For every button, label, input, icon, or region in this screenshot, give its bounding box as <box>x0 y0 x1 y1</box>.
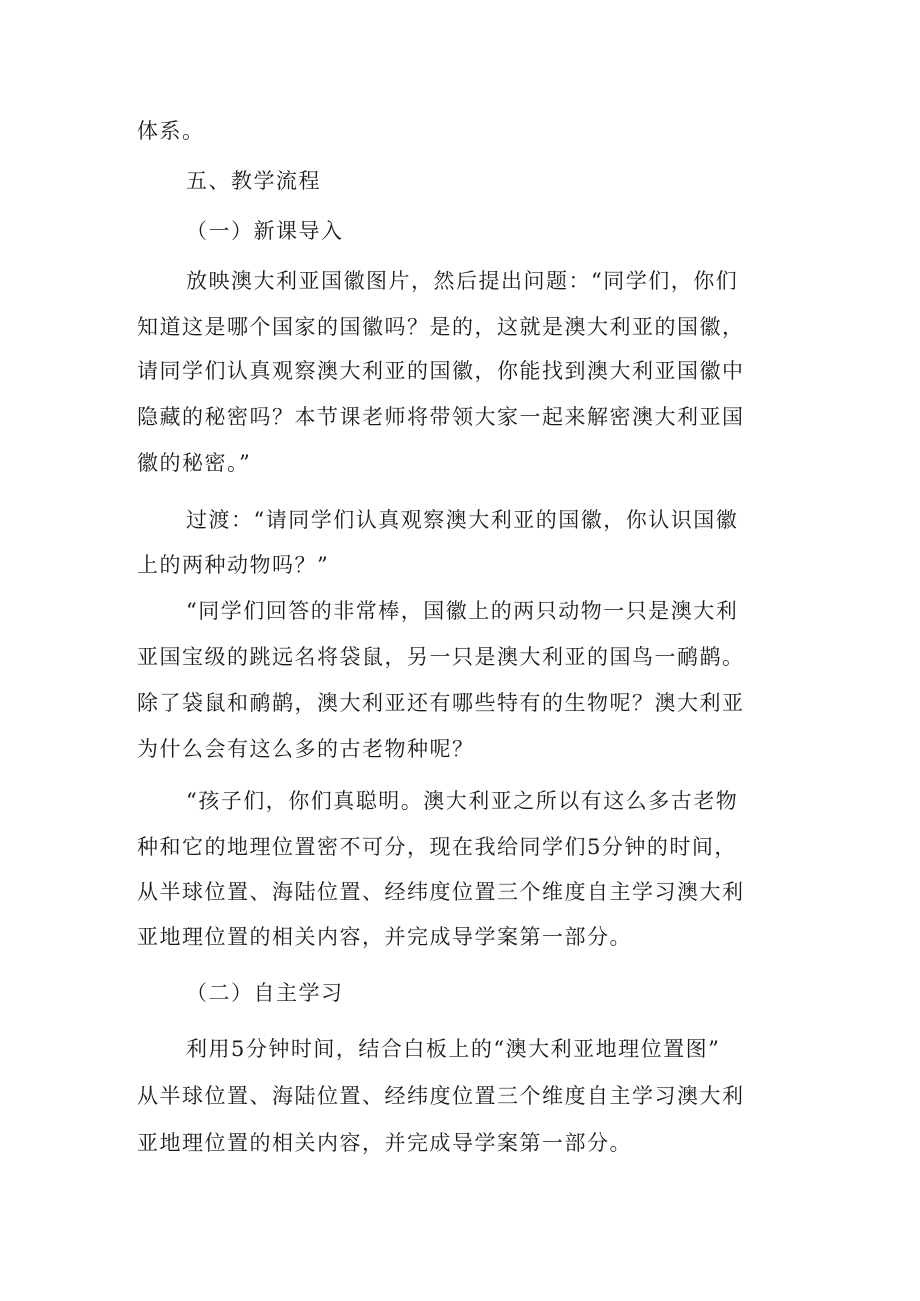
text-line: 亚地理位置的相关内容，并完成导学案第一部分。 <box>137 925 632 949</box>
text-line: 上的两种动物吗？” <box>137 553 330 577</box>
text-line: 从半球位置、海陆位置、经纬度位置三个维度自主学习澳大利 <box>137 880 745 904</box>
text-line: 为什么会有这么多的古老物种呢？ <box>137 737 475 761</box>
text-line: 亚地理位置的相关内容，并完成导学案第一部分。 <box>137 1131 632 1155</box>
section-heading: 五、教学流程 <box>186 169 321 193</box>
text-line: 亚国宝级的跳远名将袋鼠，另一只是澳大利亚的国鸟一鸸鹋。 <box>137 645 745 669</box>
text-line: 请同学们认真观察澳大利亚的国徽，你能找到澳大利亚国徽中 <box>137 359 745 383</box>
subsection-heading: （一）新课导入 <box>186 219 344 243</box>
text-line: “同学们回答的非常棒，国徽上的两只动物一只是澳大利 <box>186 599 739 623</box>
text-line: 种和它的地理位置密不可分，现在我给同学们5分钟的时间， <box>137 835 737 859</box>
text-line: 徽的秘密。” <box>137 451 252 475</box>
text-line: “孩子们，你们真聪明。澳大利亚之所以有这么多古老物 <box>186 789 739 813</box>
text-line: 除了袋鼠和鸸鹋，澳大利亚还有哪些特有的生物呢？澳大利亚 <box>137 691 745 715</box>
text-line: 体系。 <box>137 119 205 143</box>
text-line: 知道这是哪个国家的国徽吗？是的，这就是澳大利亚的国徽， <box>137 315 745 339</box>
text-line: 从半球位置、海陆位置、经纬度位置三个维度自主学习澳大利 <box>137 1084 745 1108</box>
text-line: 利用5分钟时间，结合白板上的“澳大利亚地理位置图” <box>186 1037 721 1061</box>
subsection-heading: （二）自主学习 <box>186 981 344 1005</box>
text-line: 过渡：“请同学们认真观察澳大利亚的国徽，你认识国徽 <box>186 508 739 532</box>
text-line: 隐藏的秘密吗？本节课老师将带领大家一起来解密澳大利亚国 <box>137 405 745 429</box>
text-line: 放映澳大利亚国徽图片，然后提出问题：“同学们，你们 <box>186 269 739 293</box>
